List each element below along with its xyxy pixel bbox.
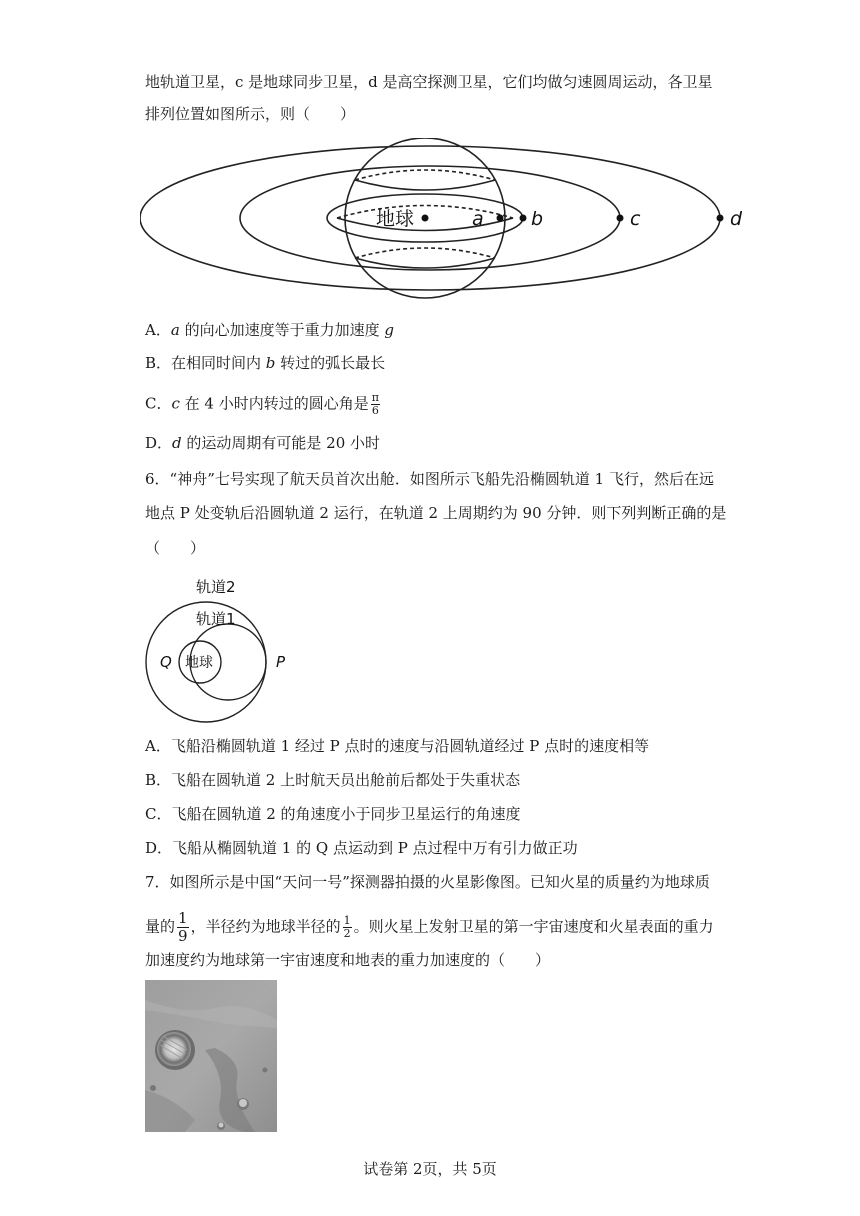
q6-stem-line2: 地点 P 处变轨后沿圆轨道 2 运行，在轨道 2 上周期约为 90 分钟．则下列判断正确的是 [145,504,727,522]
sat-a-dot [497,215,504,222]
q5-option-b[interactable]: B．在相同时间内 b 转过的弧长最长 [145,354,386,372]
q7-stem-line3: 加速度约为地球第一宇宙速度和地表的重力加速度的（ ） [145,951,551,969]
earth-label: 地球 [185,655,213,671]
earth-label: 地球 [376,208,415,230]
q6-option-b[interactable]: B．飞船在圆轨道 2 上时航天员出舱前后都处于失重状态 [145,771,521,789]
q7-stem-line2: 量的 $\frac{1}{9}$ ，半径约为地球半径的 $\frac{1}{2}$ 。则火星上发射卫星的第一宇宙速度和火星表面的重力 [145,909,714,945]
q5-option-c[interactable]: C．c 在 4 小时内转过的圆心角是 $\frac{\pi}{6}$ [145,391,379,417]
q6-option-a[interactable]: A．飞船沿椭圆轨道 1 经过 P 点时的速度与沿圆轨道经过 P 点时的速度相等 [145,737,650,755]
q6-option-d[interactable]: D．飞船从椭圆轨道 1 的 Q 点运动到 P 点过程中万有引力做正功 [145,839,578,857]
q6-option-c[interactable]: C．飞船在圆轨道 2 的角速度小于同步卫星运行的角速度 [145,805,521,823]
mars-surface-image [145,980,277,1132]
point-p-label: P [276,653,286,671]
label-a: a [472,208,484,230]
q6-stem-line1: 6．“神舟”七号实现了航天员首次出舱．如图所示飞船先沿椭圆轨道 1 飞行，然后在远 [145,470,714,488]
q7-stem-line1: 7．如图所示是中国“天问一号”探测器拍摄的火星影像图。已知火星的质量约为地球质 [145,873,710,891]
point-q-label: Q [160,653,172,671]
fraction-one-half: $\frac{1}{2}$ [343,914,351,940]
q6-stem-line3: （ ） [145,539,206,557]
q5-option-d[interactable]: D．d 的运动周期有可能是 20 小时 [145,434,381,452]
q5-option-a[interactable]: A．a 的向心加速度等于重力加速度 g [145,321,394,339]
label-c: c [630,208,641,230]
fraction-one-ninth: $\frac{1}{9}$ [178,909,188,945]
label-d: d [730,208,743,230]
page-footer: 试卷第 2页，共 5页 [363,1160,497,1178]
sat-c-dot [617,215,624,222]
sat-b-dot [520,215,527,222]
q5-stem-line1: 地轨道卫星，c 是地球同步卫星，d 是高空探测卫星，它们均做匀速圆周运动，各卫星 [145,73,713,91]
q5-orbit-figure [140,138,750,316]
q5-stem-line2: 排列位置如图所示，则（ ） [145,105,356,123]
earth-center-dot [422,215,429,222]
orbit-c [240,166,620,270]
sat-d-dot [717,215,724,222]
label-b: b [531,208,544,230]
q6-orbit-figure [140,572,300,724]
fraction-pi-over-6: $\frac{\pi}{6}$ [371,391,379,417]
orbit2-label: 轨道2 [196,578,236,596]
orbit1-label: 轨道1 [196,610,236,628]
